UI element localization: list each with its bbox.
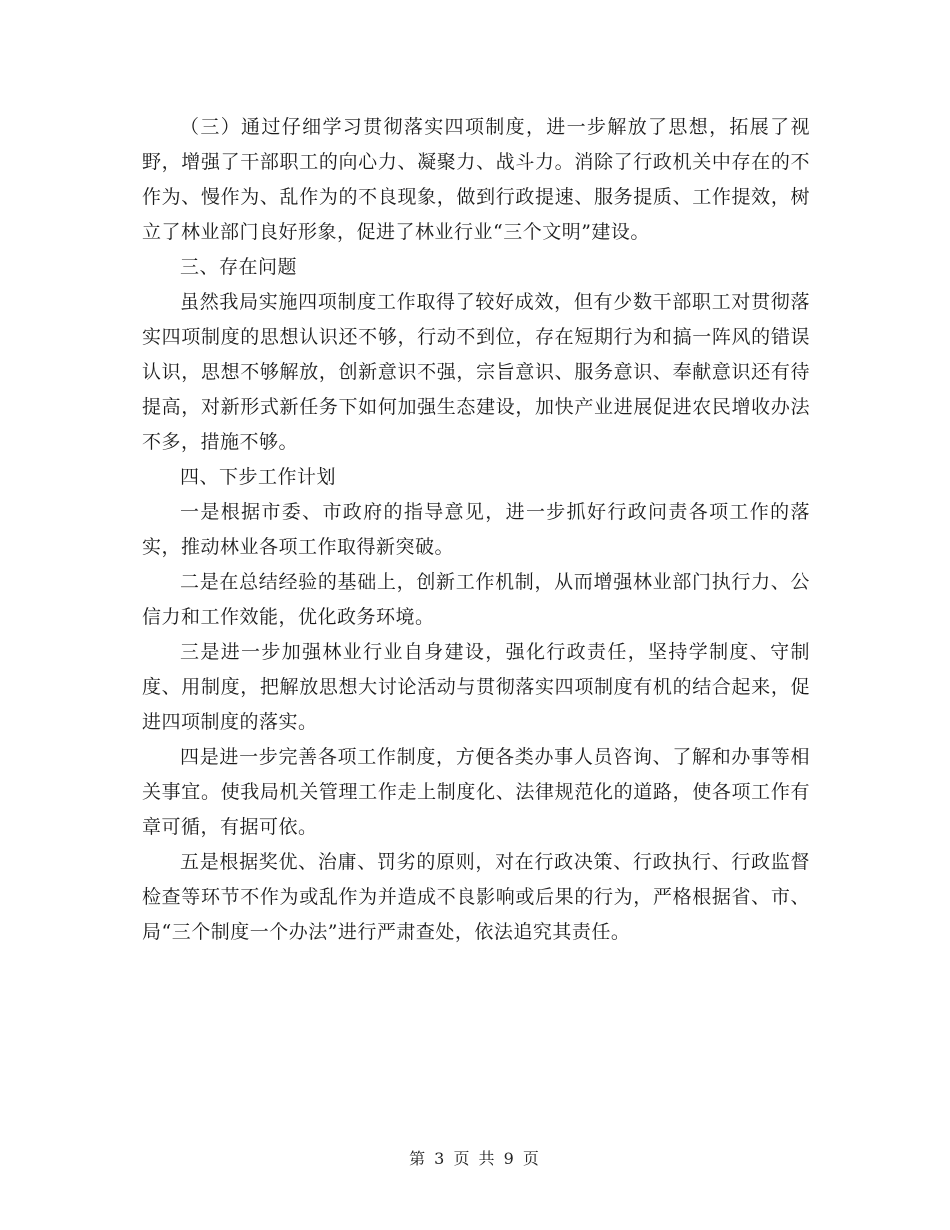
heading-next-steps: 四、下步工作计划 [180,466,337,488]
paragraph-problems: 虽然我局实施四项制度工作取得了较好成效，但有少数干部职工对贯彻落实四项制度的思想认识还不够，行动不到位，存在短期行为和搞一阵风的错误认识，思想不够解放，创新意识不强，宗旨意识、服务意识、奉献意识还有待提高，对新形式新任务下如何加强生态建设，加快产业进展促进农民增收办法不多，措施不够。 [142,291,810,453]
document-body [142,110,810,950]
paragraph-plan-one: 一是根据市委、市政府的指导意见，进一步抓好行政问责各项工作的落实，推动林业各项工作取得新突破。 [142,501,810,558]
paragraph-section-two-point-three: （三）通过仔细学习贯彻落实四项制度，进一步解放了思想，拓展了视野，增强了干部职工的向心力、凝聚力、战斗力。消除了行政机关中存在的不作为、慢作为、乱作为的不良现象，做到行政提速、服务提质、工作提效，树立了林业部门良好形象，促进了林业行业“三个文明”建设。 [142,116,810,243]
paragraph-plan-two: 二是在总结经验的基础上，创新工作机制，从而增强林业部门执行力、公信力和工作效能，优化政务环境。 [142,571,810,628]
paragraph-plan-four: 四是进一步完善各项工作制度，方便各类办事人员咨询、了解和办事等相关事宜。使我局机关管理工作走上制度化、法律规范化的道路，使各项工作有章可循，有据可依。 [142,746,810,838]
paragraph-plan-five: 五是根据奖优、治庸、罚劣的原则，对在行政决策、行政执行、行政监督检查等环节不作为或乱作为并造成不良影响或后果的行为，严格根据省、市、局“三个制度一个办法”进行严肃查处，依法追究其责任。 [142,851,810,943]
heading-existing-problems: 三、存在问题 [180,256,298,278]
page-number-footer: 第 3 页 共 9 页 [409,1149,541,1168]
paragraph-plan-three: 三是进一步加强林业行业自身建设，强化行政责任，坚持学制度、守制度、用制度，把解放思想大讨论活动与贯彻落实四项制度有机的结合起来，促进四项制度的落实。 [142,641,810,733]
